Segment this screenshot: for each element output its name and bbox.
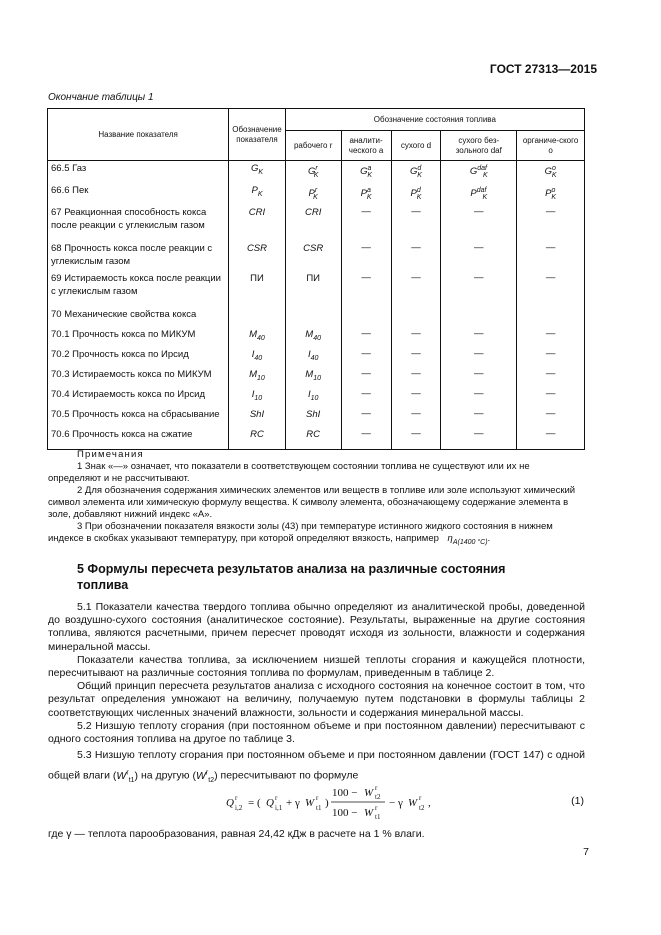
- svg-text:r: r: [375, 784, 378, 792]
- state-o-cell: —: [517, 205, 585, 241]
- formula-graphic: [222, 781, 552, 821]
- indicator-name: 68 Прочность кокса после реакции с углекислым газом: [48, 241, 229, 271]
- svg-text:Q: Q: [266, 797, 274, 809]
- state-d-cell: —: [391, 367, 441, 387]
- indicator-name: 70.4 Истираемость кокса по Ирсид: [48, 387, 229, 407]
- state-a-cell: —: [341, 387, 391, 407]
- state-daf-cell: —: [441, 241, 517, 271]
- note-2: 2 Для обозначения содержания химических элементов или веществ в топливе или золе используют химический символ элемента или химическую формулу вещества. К символу элемента, обозначающему содержание элемента в золе, добавляют нижний индекс «А».: [48, 485, 576, 520]
- col-header-working: рабочего r: [285, 131, 341, 161]
- state-o-cell: $P^o_K$: [517, 183, 585, 205]
- state-daf-cell: $G^{daf}_K$: [441, 161, 517, 184]
- indicator-name: 70.2 Прочность кокса по Ирсид: [48, 347, 229, 367]
- moisture-2-symbol: $(W^r_{t2})$: [192, 769, 218, 784]
- indicator-name: 70.3 Истираемость кокса по МИКУМ: [48, 367, 229, 387]
- state-daf-cell: —: [441, 347, 517, 367]
- state-daf-cell: —: [441, 427, 517, 449]
- state-o-cell: —: [517, 387, 585, 407]
- state-a-cell: —: [341, 367, 391, 387]
- eta-subscript: A(1400 °C): [452, 538, 488, 546]
- state-o-cell: —: [517, 407, 585, 427]
- svg-text:100 −: 100 −: [332, 787, 358, 799]
- svg-text:− γ: − γ: [389, 797, 403, 809]
- indicator-name: 70 Механические свойства кокса: [48, 307, 229, 327]
- state-o-cell: $G^o_K$: [517, 161, 585, 184]
- svg-text:W: W: [364, 807, 374, 819]
- section-heading: 5 Формулы пересчета результатов анализа на различные состояния топлива: [77, 562, 506, 592]
- state-daf-cell: —: [441, 327, 517, 347]
- table-caption: Окончание таблицы 1: [48, 92, 154, 103]
- svg-text:+ γ: + γ: [286, 797, 300, 809]
- col-header-dry: сухого d: [391, 131, 441, 161]
- svg-text:t1: t1: [316, 804, 322, 812]
- state-daf-cell: —: [441, 271, 517, 307]
- state-d-cell: $G^d_K$: [391, 161, 441, 184]
- empty-cell: [229, 307, 285, 327]
- state-daf-cell: —: [441, 387, 517, 407]
- designation-cell: ShI: [229, 407, 285, 427]
- designation-cell: CSR: [229, 241, 285, 271]
- state-r-cell: $P^r_K$: [285, 183, 341, 205]
- state-o-cell: —: [517, 427, 585, 449]
- designation-cell: $P_K$: [229, 183, 285, 205]
- state-o-cell: —: [517, 327, 585, 347]
- state-d-cell: —: [391, 347, 441, 367]
- svg-text:t1: t1: [375, 813, 381, 821]
- col-header-designation: Обозначение показателя: [229, 109, 285, 161]
- state-daf-cell: $P^{daf}_K$: [441, 183, 517, 205]
- designation-cell: CRI: [229, 205, 285, 241]
- svg-text:W: W: [305, 797, 315, 809]
- table-row: [48, 183, 585, 205]
- svg-text:,: ,: [428, 797, 431, 809]
- indicator-name: 70.1 Прочность кокса по МИКУМ: [48, 327, 229, 347]
- state-r-cell: $I_{40}$: [285, 347, 341, 367]
- indicator-name: 69 Истираемость кокса после реакции с углекислым газом: [48, 271, 229, 307]
- svg-text:r: r: [419, 794, 422, 802]
- col-header-dry-ash-free: сухого без-зольного daf: [441, 131, 517, 161]
- formula-number: (1): [571, 795, 584, 807]
- state-o-cell: —: [517, 367, 585, 387]
- indicator-name: 70.5 Прочность кокса на сбрасывание: [48, 407, 229, 427]
- designation-cell: ПИ: [229, 271, 285, 307]
- table-row: [48, 407, 585, 427]
- state-d-cell: —: [391, 387, 441, 407]
- svg-text:t2: t2: [419, 804, 425, 812]
- svg-text:Q: Q: [226, 797, 234, 809]
- state-d-cell: —: [391, 205, 441, 241]
- indicator-name: 70.6 Прочность кокса на сжатие: [48, 427, 229, 449]
- state-a-cell: $P^a_K$: [341, 183, 391, 205]
- indicator-name: 66.6 Пек: [48, 183, 229, 205]
- section-body: [48, 601, 585, 790]
- empty-cell: [285, 307, 341, 327]
- indicator-name: 67 Реакционная способность кокса после реакции с углекислым газом: [48, 205, 229, 241]
- state-a-cell: $G^a_K$: [341, 161, 391, 184]
- paragraph-5-2: 5.2 Низшую теплоту сгорания (при постоянном объеме и при постоянном давлении) пересчитывают с одного состояния топлива на другое по таблице 3.: [48, 719, 585, 746]
- state-d-cell: —: [391, 241, 441, 271]
- svg-text:r: r: [375, 804, 378, 812]
- state-d-cell: —: [391, 407, 441, 427]
- svg-text:i,1: i,1: [275, 804, 283, 812]
- state-r-cell: CRI: [285, 205, 341, 241]
- empty-cell: [517, 307, 585, 327]
- table-row: [48, 307, 585, 327]
- paragraph-principle: Общий принцип пересчета результатов анализа с исходного состояния на конечное состоит в том, что результат определения умножают на величину, получаемую путем подстановки в формулы таблицы 2 соответствующих численных значений влажности, зольности и содержания минеральной массы.: [48, 680, 585, 719]
- where-clause: где γ — теплота парообразования, равная 24,42 кДж в расчете на 1 % влаги.: [48, 828, 425, 840]
- paragraph-5-3: 5.3 Низшую теплоту сгорания при постоянном объеме и при постоянном давлении (ГОСТ 147) с одной общей влаги $(W^r_{t1})$ на другую $(W^r_{t2})$ пересчитывают по формуле: [48, 749, 585, 784]
- svg-text:i,2: i,2: [235, 804, 243, 812]
- state-r-cell: $M_{10}$: [285, 367, 341, 387]
- eta-symbol: η: [447, 533, 453, 544]
- state-daf-cell: —: [441, 367, 517, 387]
- table-row: [48, 205, 585, 241]
- state-d-cell: —: [391, 271, 441, 307]
- state-r-cell: ShI: [285, 407, 341, 427]
- state-o-cell: —: [517, 271, 585, 307]
- svg-text:r: r: [235, 794, 238, 802]
- svg-text:W: W: [408, 797, 418, 809]
- table-row: [48, 241, 585, 271]
- state-r-cell: $G^r_K$: [285, 161, 341, 184]
- formula-1: [222, 781, 584, 821]
- state-a-cell: —: [341, 327, 391, 347]
- table-notes: [48, 449, 585, 549]
- state-r-cell: $I_{10}$: [285, 387, 341, 407]
- svg-text:t2: t2: [375, 793, 381, 801]
- moisture-1-symbol: $(W^r_{t1})$: [112, 769, 139, 784]
- empty-cell: [391, 307, 441, 327]
- designation-cell: $I_{10}$: [229, 387, 285, 407]
- note-3: 3 При обозначении показателя вязкости золы (43) при температуре истинного жидкого состояния в нижнем индексе в скобках указывают температуру, при которой определяют вязкость, например $\eta_{A(1400 ^\circ C)}$.: [48, 521, 553, 546]
- state-a-cell: —: [341, 427, 391, 449]
- state-o-cell: —: [517, 241, 585, 271]
- state-a-cell: —: [341, 347, 391, 367]
- col-header-analytical: аналити-ческого a: [341, 131, 391, 161]
- designation-cell: RC: [229, 427, 285, 449]
- state-daf-cell: —: [441, 407, 517, 427]
- col-header-name: Название показателя: [48, 109, 229, 161]
- table-row: [48, 367, 585, 387]
- state-daf-cell: —: [441, 205, 517, 241]
- paragraph-conversion: Показатели качества топлива, за исключением низшей теплоты сгорания и кажущейся плотности, пересчитывают на различные состояния топлива по формулам, приведенным в таблице 2.: [48, 653, 585, 680]
- table-row: [48, 161, 585, 184]
- svg-text:r: r: [316, 794, 319, 802]
- table-row: [48, 347, 585, 367]
- state-r-cell: RC: [285, 427, 341, 449]
- state-a-cell: —: [341, 271, 391, 307]
- table-row: [48, 327, 585, 347]
- svg-text:100 −: 100 −: [332, 807, 358, 819]
- notes-title: Примечания: [77, 449, 144, 460]
- page-number: 7: [583, 846, 589, 858]
- designation-cell: $G_K$: [229, 161, 285, 184]
- svg-text:W: W: [364, 787, 374, 799]
- state-d-cell: —: [391, 327, 441, 347]
- indicator-name: 66.5 Газ: [48, 161, 229, 184]
- state-a-cell: —: [341, 205, 391, 241]
- state-d-cell: —: [391, 427, 441, 449]
- empty-cell: [441, 307, 517, 327]
- state-r-cell: ПИ: [285, 271, 341, 307]
- empty-cell: [341, 307, 391, 327]
- svg-text:r: r: [275, 794, 278, 802]
- state-r-cell: $M_{40}$: [285, 327, 341, 347]
- state-d-cell: $P^d_K$: [391, 183, 441, 205]
- designation-cell: $M_{40}$: [229, 327, 285, 347]
- designation-cell: $M_{10}$: [229, 367, 285, 387]
- svg-text:= (: = (: [248, 797, 261, 809]
- state-o-cell: —: [517, 347, 585, 367]
- col-header-state-group: Обозначение состояния топлива: [285, 109, 584, 131]
- state-a-cell: —: [341, 241, 391, 271]
- svg-text:): ): [325, 797, 329, 809]
- col-header-organic: органиче-ского o: [517, 131, 585, 161]
- note-1: 1 Знак «—» означает, что показатели в соответствующем состоянии топлива не существуют или их не определяют и не рассчитывают.: [48, 461, 530, 484]
- table-row: [48, 427, 585, 449]
- table-row: [48, 271, 585, 307]
- standard-number: ГОСТ 27313—2015: [489, 62, 597, 76]
- paragraph-5-1: 5.1 Показатели качества твердого топлива обычно определяют из аналитической пробы, доведенной до воздушно-сухого состояния (аналитическое состояние). Результаты, выраженные на другие состояния топлива, являются расчетными, причем пересчет проводят исходя из зольности, влажности и содержания минеральной массы.: [48, 601, 585, 653]
- state-a-cell: —: [341, 407, 391, 427]
- table-row: [48, 387, 585, 407]
- indicators-table: [47, 108, 585, 450]
- designation-cell: $I_{40}$: [229, 347, 285, 367]
- state-r-cell: CSR: [285, 241, 341, 271]
